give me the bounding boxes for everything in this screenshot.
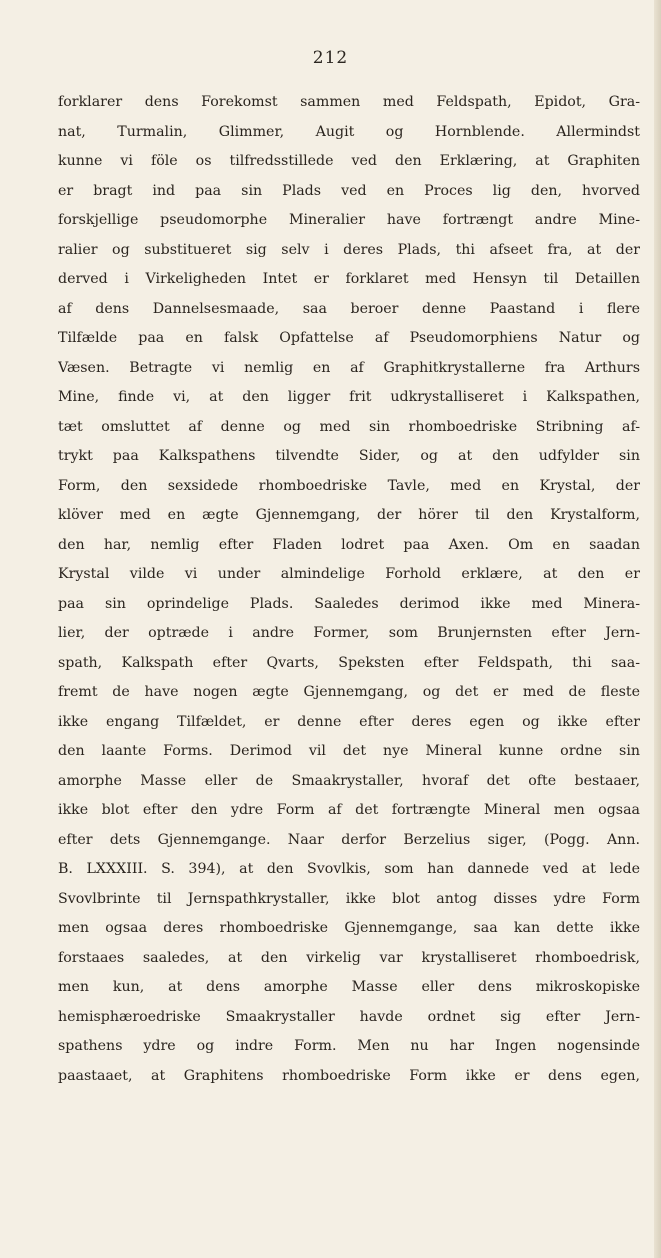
text-line: Tilfælde paa en falsk Opfattelse af Pseudomorphiens Natur og <box>58 330 640 346</box>
text-line: er bragt ind paa sin Plads ved en Proces lig den, hvorved <box>58 182 640 199</box>
page-edge-shadow <box>654 0 661 1258</box>
text-line: men kun, at dens amorphe Masse eller dens mikroskopiske <box>58 979 640 995</box>
text-line: af dens Dannelsesmaade, saa beroer denne Paastand i flere <box>58 300 640 317</box>
text-line: ikke engang Tilfældet, er denne efter deres egen og ikke efter <box>58 713 640 730</box>
text-line: Mine, finde vi, at den ligger frit udkrystalliseret i Kalkspathen, <box>58 389 640 405</box>
text-line: derved i Virkeligheden Intet er forklaret med Hensyn til Detaillen <box>58 271 640 287</box>
text-line: paa sin oprindelige Plads. Saaledes derimod ikke med Minera- <box>58 595 640 612</box>
text-line: Væsen. Betragte vi nemlig en af Graphitkrystallerne fra Arthurs <box>58 359 640 376</box>
text-line: tæt omsluttet af denne og med sin rhomboedriske Stribning af- <box>58 418 640 435</box>
text-line: ralier og substitueret sig selv i deres Plads, thi afseet fra, at der <box>58 241 640 258</box>
text-line: forklarer dens Forekomst sammen med Feldspath, Epidot, Gra- <box>58 94 640 110</box>
text-line: nat, Turmalin, Glimmer, Augit og Hornblende. Allermindst <box>58 123 640 140</box>
page-number: 212 <box>312 48 349 68</box>
text-line: lier, der optræde i andre Former, som Brunjernsten efter Jern- <box>58 625 640 641</box>
text-line: spath, Kalkspath efter Qvarts, Speksten efter Feldspath, thi saa- <box>58 654 640 671</box>
text-line: forstaaes saaledes, at den virkelig var krystalliseret rhomboedrisk, <box>58 949 640 966</box>
text-line: trykt paa Kalkspathens tilvendte Sider, og at den udfylder sin <box>58 448 640 464</box>
text-line: Svovlbrinte til Jernspathkrystaller, ikke blot antog disses ydre Form <box>58 890 640 907</box>
text-line: Krystal vilde vi under almindelige Forhold erklære, at den er <box>58 566 640 582</box>
text-line: efter dets Gjennemgange. Naar derfor Berzelius siger, (Pogg. Ann. <box>58 831 640 848</box>
text-line: fremt de have nogen ægte Gjennemgang, og det er med de fleste <box>58 684 640 700</box>
text-line: Form, den sexsidede rhomboedriske Tavle, med en Krystal, der <box>58 477 640 494</box>
text-line: kunne vi föle os tilfredsstillede ved den Erklæring, at Graphiten <box>58 153 640 169</box>
text-line: hemisphæroedriske Smaakrystaller havde ordnet sig efter Jern- <box>58 1008 640 1025</box>
text-line: den laante Forms. Derimod vil det nye Mineral kunne ordne sin <box>58 743 640 759</box>
text-line: spathens ydre og indre Form. Men nu har Ingen nogensinde <box>58 1038 640 1054</box>
body-text <box>58 88 640 1091</box>
text-line: forskjellige pseudomorphe Mineralier have fortrængt andre Mine- <box>58 212 640 228</box>
text-line: ikke blot efter den ydre Form af det fortrængte Mineral men ogsaa <box>58 802 640 818</box>
text-line: B. LXXXIII. S. 394), at den Svovlkis, som han dannede ved at lede <box>58 861 640 877</box>
text-line: men ogsaa deres rhomboedriske Gjennemgange, saa kan dette ikke <box>58 920 640 936</box>
text-line: klöver med en ægte Gjennemgang, der hörer til den Krystalform, <box>58 507 640 523</box>
text-line: paastaaet, at Graphitens rhomboedriske Form ikke er dens egen, <box>58 1067 640 1084</box>
text-line: den har, nemlig efter Fladen lodret paa Axen. Om en saadan <box>58 536 640 553</box>
text-line: amorphe Masse eller de Smaakrystaller, hvoraf det ofte bestaaer, <box>58 772 640 789</box>
